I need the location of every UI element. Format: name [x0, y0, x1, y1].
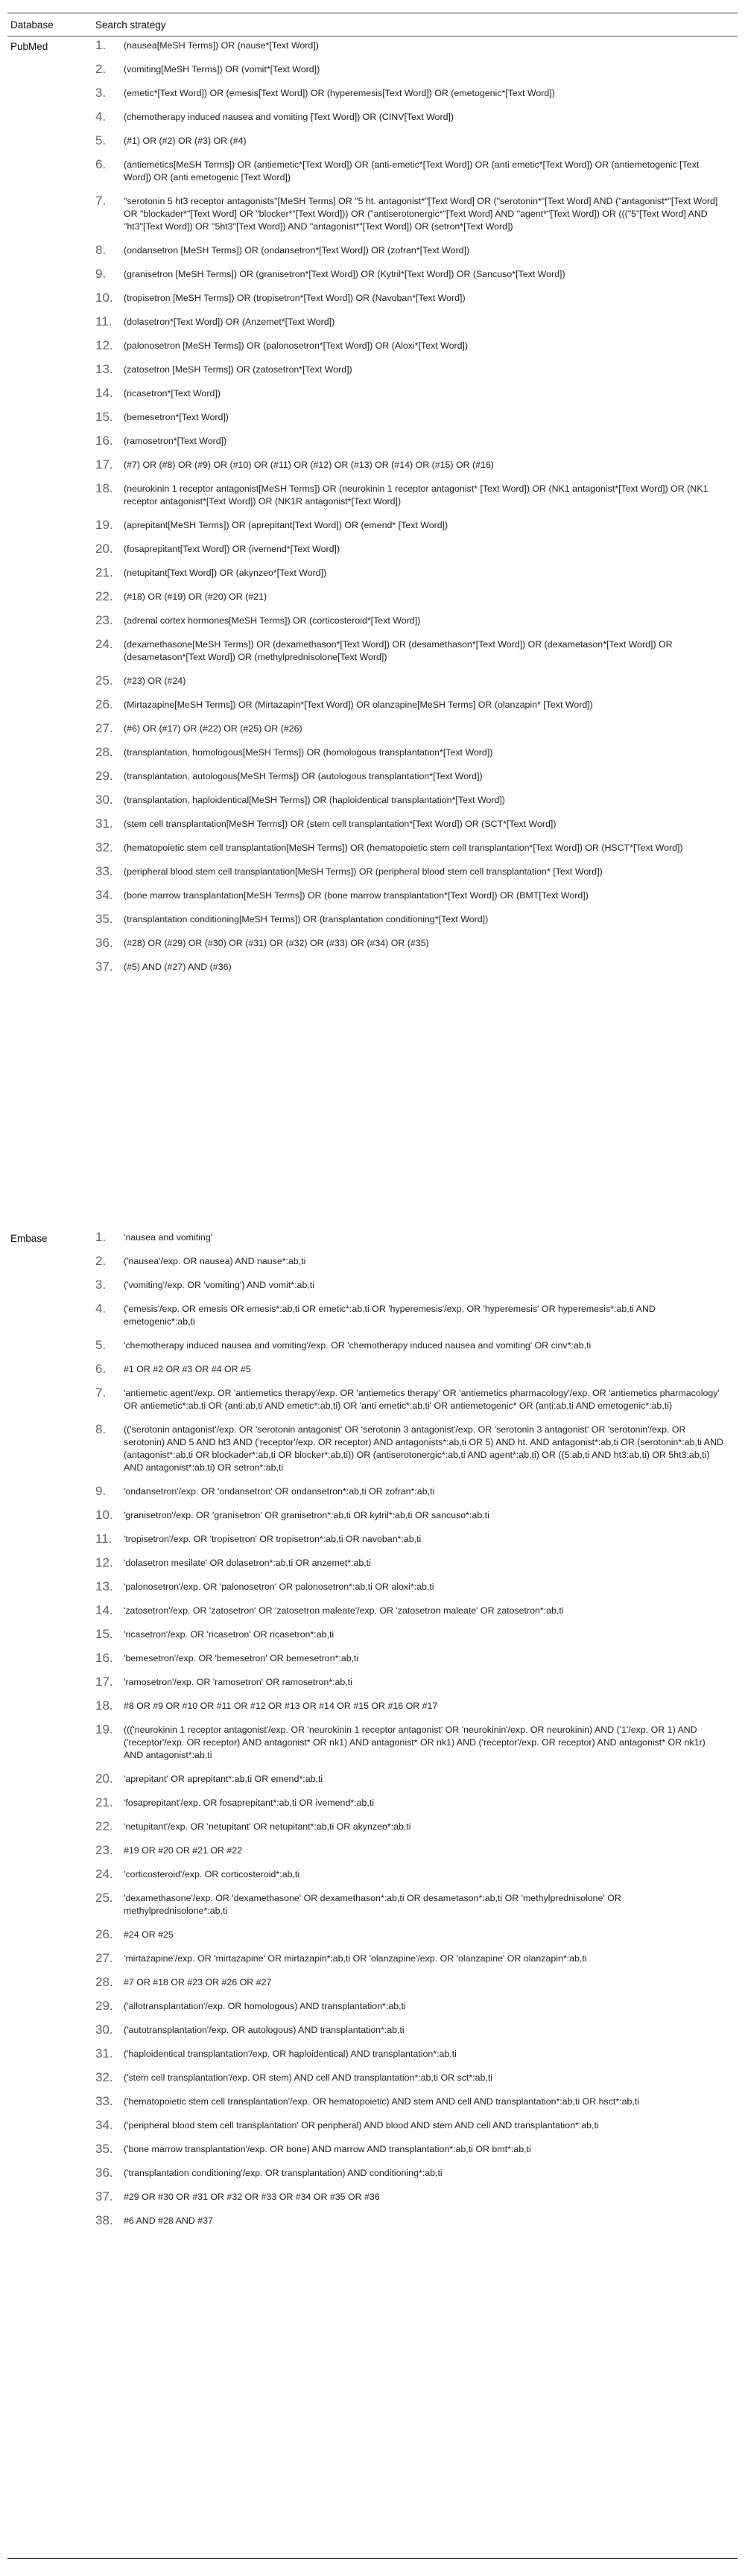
search-line — [95, 434, 725, 448]
search-line — [95, 1675, 725, 1689]
search-query: 'nausea and vomiting' — [124, 1232, 213, 1243]
line-number: 11. — [95, 314, 112, 329]
search-line — [95, 2071, 725, 2084]
search-query: (peripheral blood stem cell transplantation[MeSH Terms]) OR (peripheral blood stem cell transplantation* [Text Word]) — [124, 866, 603, 877]
search-query: #24 OR #25 — [124, 1929, 174, 1940]
line-number: 25. — [95, 673, 113, 688]
search-query: (netupitant[Text Word]) OR (akynzeo*[Text Word]) — [124, 568, 327, 578]
search-line — [95, 793, 725, 807]
search-line — [95, 638, 725, 664]
search-line — [95, 1844, 725, 1857]
search-query: 'ondansetron'/exp. OR 'ondansetron' OR ondansetron*:ab,ti OR zofran*:ab,ti — [124, 1486, 435, 1497]
search-query: (#18) OR (#19) OR (#20) OR (#21) — [124, 591, 267, 602]
line-number: 2. — [95, 62, 107, 76]
search-line — [95, 936, 725, 950]
table-header — [7, 13, 738, 37]
search-query: (dolasetron*[Text Word]) OR (Anzemet*[Text Word]) — [124, 317, 335, 327]
search-query: 'fosaprepitant'/exp. OR fosaprepitant*:ab,ti OR ivemend*:ab,ti — [124, 1798, 375, 1808]
search-line — [95, 889, 725, 902]
search-line — [95, 674, 725, 688]
search-query: ('emesis'/exp. OR emesis OR emesis*:ab,ti OR emetic*:ab,ti OR 'hyperemesis'/exp. OR 'hyperemesis' OR hyperemesis*:ab,ti AND emetogenic*:ab,ti — [124, 1304, 656, 1327]
line-number: 17. — [95, 457, 113, 472]
line-number: 9. — [95, 267, 107, 281]
search-query: ('bone marrow transplantation'/exp. OR bone) AND marrow AND transplantation*:ab,ti OR bmt*:ab,ti — [124, 2144, 531, 2154]
search-line — [95, 1928, 725, 1941]
line-number: 21. — [95, 1795, 113, 1809]
search-line — [95, 770, 725, 783]
search-query: (adrenal cortex hormones[MeSH Terms]) OR (corticosteroid*[Text Word]) — [124, 615, 421, 626]
search-query: (transplantation, autologous[MeSH Terms]) OR (autologous transplantation*[Text Word]) — [124, 771, 483, 781]
search-query: (granisetron [MeSH Terms]) OR (granisetron*[Text Word]) OR (Kytril*[Text Word]) OR (Sancuso*[Text Word]) — [124, 269, 565, 279]
search-line — [95, 1772, 725, 1786]
line-number: 6. — [95, 1362, 107, 1376]
search-line — [95, 39, 725, 52]
line-number: 4. — [95, 110, 107, 124]
line-number: 3. — [95, 1278, 107, 1292]
search-line — [95, 1386, 725, 1412]
line-number: 14. — [95, 1603, 113, 1617]
line-number: 34. — [95, 2118, 113, 2132]
search-line — [95, 363, 725, 376]
search-query: 'zatosetron'/exp. OR 'zatosetron' OR 'zatosetron maleate'/exp. OR 'zatosetron maleate' OR zatosetron*:ab,ti — [124, 1605, 564, 1616]
line-number: 36. — [95, 936, 113, 950]
search-query: (#6) OR (#17) OR (#22) OR (#25) OR (#26) — [124, 723, 302, 734]
line-number: 36. — [95, 2166, 113, 2180]
search-query: (antiemetics[MeSH Terms]) OR (antiemetic*[Text Word]) OR (anti-emetic*[Text Word]) OR (anti emetic*[Text Word]) OR (antiemetogenic [Text Word]) OR (anti emetogenic [Text Word]) — [124, 159, 700, 183]
search-line — [95, 2166, 725, 2180]
line-number: 32. — [95, 2070, 113, 2084]
search-query: ('transplantation conditioning'/exp. OR transplantation) AND conditioning*:ab,ti — [124, 2168, 443, 2178]
search-line — [95, 1999, 725, 2013]
search-query: (#7) OR (#8) OR (#9) OR (#10) OR (#11) OR (#12) OR (#13) OR (#14) OR (#15) OR (#16) — [124, 460, 494, 470]
search-query: 'dexamethasone'/exp. OR 'dexamethasone' OR dexamethason*:ab,ti OR desametason*:ab,ti OR 'methylprednisolone' OR methylprednisolone*:ab,ti — [124, 1893, 621, 1916]
search-query: (zatosetron [MeSH Terms]) OR (zatosetron*[Text Word]) — [124, 364, 352, 375]
search-line — [95, 291, 725, 305]
line-number: 28. — [95, 1975, 113, 1989]
search-line — [95, 1423, 725, 1474]
search-query: (bemesetron*[Text Word]) — [124, 412, 229, 422]
search-line — [95, 2190, 725, 2204]
search-line — [95, 1796, 725, 1809]
search-query: ('peripheral blood stem cell transplantation' OR peripheral) AND blood AND stem AND cell AND transplantation*:ab,ti — [124, 2120, 599, 2131]
search-query: (dexamethasone[MeSH Terms]) OR (dexamethason*[Text Word]) OR (desamethason*[Text Word]) OR (dexametason*[Text Word]) OR (desametason*[Text Word]) OR (methylprednisolone[Text Word]) — [124, 639, 673, 662]
search-query: 'tropisetron'/exp. OR 'tropisetron' OR tropisetron*:ab,ti OR navoban*:ab,ti — [124, 1534, 422, 1544]
search-query: (#1) OR (#2) OR (#3) OR (#4) — [124, 136, 247, 146]
line-number: 18. — [95, 1698, 113, 1713]
search-query: ('vomiting'/exp. OR 'vomiting') AND vomit*:ab,ti — [124, 1280, 314, 1290]
search-query: #19 OR #20 OR #21 OR #22 — [124, 1845, 243, 1856]
line-number: 17. — [95, 1675, 113, 1689]
line-number: 28. — [95, 745, 113, 759]
search-line — [95, 2047, 725, 2061]
line-number: 37. — [95, 2189, 113, 2204]
search-query: 'chemotherapy induced nausea and vomiting'/exp. OR 'chemotherapy induced nausea and vomiting' OR cinv*:ab,ti — [124, 1340, 592, 1351]
line-number: 27. — [95, 721, 113, 735]
search-line — [95, 1339, 725, 1352]
search-line — [95, 865, 725, 878]
search-query: (palonosetron [MeSH Terms]) OR (palonosetron*[Text Word]) OR (Aloxi*[Text Word]) — [124, 340, 469, 351]
search-query: (#28) OR (#29) OR (#30) OR (#31) OR (#32) OR (#33) OR (#34) OR (#35) — [124, 938, 429, 948]
line-number: 30. — [95, 793, 113, 807]
line-number: 31. — [95, 816, 113, 831]
search-query: (tropisetron [MeSH Terms]) OR (tropisetron*[Text Word]) OR (Navoban*[Text Word]) — [124, 293, 466, 303]
search-line — [95, 566, 725, 580]
search-line — [95, 2119, 725, 2132]
search-query: 'antiemetic agent'/exp. OR 'antiemetics therapy'/exp. OR 'antiemetics therapy' OR 'antiemetics pharmacology'/exp. OR 'antiemetics pharmacology' OR antiemetic*:ab,ti OR (anti:ab,ti AND emetic*:ab,ti) OR 'anti emetic*:ab,ti' OR antiemetogenic* OR (anti:ab,ti AND emetogenic*:ab,ti) — [124, 1388, 720, 1411]
search-line — [95, 1580, 725, 1593]
search-line — [95, 1254, 725, 1268]
line-number: 4. — [95, 1301, 107, 1316]
search-line — [95, 1485, 725, 1498]
search-query: (neurokinin 1 receptor antagonist[MeSH Terms]) OR (neurokinin 1 receptor antagonist* [Text Word]) OR (NK1 antagonist*[Text Word]) OR (NK1 receptor antagonist*[Text Word]) OR (NK1R antagonist*[Text Word]) — [124, 483, 708, 507]
search-line — [95, 1532, 725, 1546]
line-number: 33. — [95, 864, 113, 878]
line-number: 37. — [95, 959, 113, 974]
search-query: #7 OR #18 OR #23 OR #26 OR #27 — [124, 1977, 272, 1987]
search-query: #6 AND #28 AND #37 — [124, 2215, 213, 2226]
line-number: 19. — [95, 1722, 113, 1736]
search-line — [95, 86, 725, 100]
search-line — [95, 194, 725, 233]
line-number: 29. — [95, 769, 113, 783]
line-number: 7. — [95, 1386, 107, 1400]
search-line — [95, 1868, 725, 1881]
line-number: 38. — [95, 2213, 113, 2227]
search-line — [95, 244, 725, 257]
database-label-pubmed: PubMed — [10, 41, 48, 52]
search-query: 'corticosteroid'/exp. OR corticosteroid*:ab,ti — [124, 1869, 300, 1879]
line-number: 15. — [95, 410, 113, 424]
search-query: (fosaprepitant[Text Word]) OR (ivemend*[Text Word]) — [124, 544, 340, 554]
search-query: (transplantation, homologous[MeSH Terms]) OR (homologous transplantation*[Text Word]) — [124, 747, 493, 758]
line-number: 24. — [95, 637, 113, 651]
line-number: 30. — [95, 2023, 113, 2037]
table-bottom-rule — [7, 2558, 738, 2559]
search-line — [95, 134, 725, 147]
search-query: ('hematopoietic stem cell transplantation'/exp. OR hematopoietic) AND stem AND cell AND transplantation*:ab,ti OR hsct*:ab,ti — [124, 2096, 640, 2107]
search-query: #8 OR #9 OR #10 OR #11 OR #12 OR #13 OR #14 OR #15 OR #16 OR #17 — [124, 1701, 438, 1711]
search-query: ('nausea'/exp. OR nausea) AND nause*:ab,ti — [124, 1256, 306, 1266]
search-query: (transplantation, haploidentical[MeSH Terms]) OR (haploidentical transplantation*[Text Word]) — [124, 795, 505, 805]
search-query: (aprepitant[MeSH Terms]) OR (aprepitant[Text Word]) OR (emend* [Text Word]) — [124, 520, 448, 530]
search-line — [95, 1556, 725, 1570]
search-line — [95, 1891, 725, 1917]
search-line — [95, 1509, 725, 1522]
pubmed-search-list — [95, 39, 725, 984]
search-query: 'bemesetron'/exp. OR 'bemesetron' OR bemesetron*:ab,ti — [124, 1653, 359, 1663]
search-line — [95, 590, 725, 603]
line-number: 16. — [95, 434, 113, 448]
search-line — [95, 458, 725, 472]
line-number: 10. — [95, 1508, 113, 1522]
line-number: 14. — [95, 386, 113, 400]
line-number: 10. — [95, 291, 113, 305]
line-number: 31. — [95, 2046, 113, 2061]
search-query: (hematopoietic stem cell transplantation[MeSH Terms]) OR (hematopoietic stem cell transplantation*[Text Word]) OR (HSCT*[Text Word]) — [124, 843, 683, 853]
search-strategy-column-header: Search strategy — [95, 19, 166, 31]
database-label-embase: Embase — [10, 1233, 48, 1244]
line-number: 26. — [95, 697, 113, 711]
search-line — [95, 1723, 725, 1762]
search-query: (ricasetron*[Text Word]) — [124, 388, 221, 399]
search-query: ('allotransplantation'/exp. OR homologous) AND transplantation*:ab,ti — [124, 2001, 406, 2011]
line-number: 27. — [95, 1951, 113, 1965]
search-line — [95, 698, 725, 711]
search-query: 'ricasetron'/exp. OR 'ricasetron' OR ricasetron*:ab,ti — [124, 1629, 335, 1640]
line-number: 11. — [95, 1532, 112, 1546]
search-query: (#23) OR (#24) — [124, 676, 186, 686]
search-query: ('autotransplantation'/exp. OR autologous) AND transplantation*:ab,ti — [124, 2025, 405, 2035]
search-line — [95, 1278, 725, 1292]
search-line — [95, 2023, 725, 2037]
search-query: (vomiting[MeSH Terms]) OR (vomit*[Text Word]) — [124, 64, 320, 74]
search-line — [95, 722, 725, 735]
search-query: 'aprepitant' OR aprepitant*:ab,ti OR emend*:ab,ti — [124, 1774, 323, 1784]
search-query: (nausea[MeSH Terms]) OR (nause*[Text Word]) — [124, 40, 319, 51]
search-query: ((('neurokinin 1 receptor antagonist'/exp. OR 'neurokinin 1 receptor antagonist' OR 'neurokinin'/exp. OR neurokinin) AND ('1'/exp. OR 1) AND ('receptor'/exp. OR receptor) AND antagonist* OR nk1) AND antagonist* OR nk1) AND ('receptor'/exp. OR receptor) AND antagonist* OR nk1r) AND antagonist*:ab,ti — [124, 1725, 706, 1760]
line-number: 32. — [95, 840, 113, 854]
line-number: 18. — [95, 481, 113, 495]
search-line — [95, 746, 725, 759]
line-number: 22. — [95, 589, 113, 603]
line-number: 5. — [95, 133, 107, 147]
line-number: 20. — [95, 1771, 113, 1786]
line-number: 34. — [95, 888, 113, 902]
search-line — [95, 817, 725, 831]
line-number: 22. — [95, 1819, 113, 1833]
line-number: 1. — [95, 1230, 107, 1244]
search-query: (chemotherapy induced nausea and vomiting [Text Word]) OR (CINV[Text Word]) — [124, 112, 454, 122]
line-number: 12. — [95, 1555, 113, 1570]
search-query: ('haploidentical transplantation'/exp. OR haploidentical) AND transplantation*:ab,ti — [124, 2049, 457, 2059]
line-number: 15. — [95, 1627, 113, 1641]
line-number: 8. — [95, 243, 107, 257]
line-number: 1. — [95, 38, 107, 52]
search-line — [95, 1976, 725, 1989]
line-number: 24. — [95, 1867, 113, 1881]
search-line — [95, 110, 725, 124]
search-query: (ramosetron*[Text Word]) — [124, 436, 227, 446]
line-number: 29. — [95, 1999, 113, 2013]
search-line — [95, 482, 725, 508]
line-number: 19. — [95, 518, 113, 532]
line-number: 7. — [95, 194, 107, 208]
line-number: 13. — [95, 362, 113, 376]
search-query: 'netupitant'/exp. OR 'netupitant' OR netupitant*:ab,ti OR akynzeo*:ab,ti — [124, 1821, 411, 1832]
search-line — [95, 63, 725, 76]
search-query: 'palonosetron'/exp. OR 'palonosetron' OR palonosetron*:ab,ti OR aloxi*:ab,ti — [124, 1582, 434, 1592]
line-number: 8. — [95, 1422, 107, 1436]
search-line — [95, 2214, 725, 2227]
line-number: 5. — [95, 1338, 107, 1352]
line-number: 33. — [95, 2094, 113, 2108]
line-number: 35. — [95, 2142, 113, 2156]
search-query: (#5) AND (#27) AND (#36) — [124, 962, 232, 972]
search-query: 'mirtazapine'/exp. OR 'mirtazapine' OR mirtazapin*:ab,ti OR 'olanzapine'/exp. OR 'olanzapine' OR olanzapin*:ab,ti — [124, 1953, 587, 1964]
search-line — [95, 1820, 725, 1833]
line-number: 25. — [95, 1891, 113, 1905]
search-line — [95, 913, 725, 926]
search-query: "serotonin 5 ht3 receptor antagonists"[MeSH Terms] OR "5 ht. antagonist*"[Text Word] OR ("serotonin*"[Text Word] AND ("antagonist*"[Text Word] OR "blockader*"[Text Word] OR "blocker*"[Text Word])) OR ("antiserotonergic*"[Text Word] AND "agent*"[Text Word]) OR ((("5"[Text Word] AND "ht3"[Text Word]) OR "5ht3"[Text Word]) AND "antagonist*"[Text Word]) OR (setron*[Text Word]) — [124, 196, 718, 232]
line-number: 12. — [95, 338, 113, 352]
line-number: 9. — [95, 1484, 107, 1498]
line-number: 6. — [95, 157, 107, 171]
search-line — [95, 960, 725, 974]
line-number: 20. — [95, 542, 113, 556]
search-line — [95, 158, 725, 184]
search-line — [95, 410, 725, 424]
line-number: 35. — [95, 912, 113, 926]
search-line — [95, 339, 725, 352]
search-line — [95, 1604, 725, 1617]
search-query: #29 OR #30 OR #31 OR #32 OR #33 OR #34 OR #35 OR #36 — [124, 2192, 380, 2202]
search-query: (('serotonin antagonist'/exp. OR 'serotonin antagonist' OR 'serotonin 3 antagonist'/exp. OR 'serotonin 3 antagonist' OR 'serotonin'/exp. OR serotonin) AND 5 AND ht3 AND ('receptor'/exp. OR receptor) AND antagonists*:ab,ti OR 5) AND ht. AND antagonist*:ab,ti OR (serotonin*:ab,ti AND (antagonist*:ab,ti OR blockader*:ab,ti OR blocker*:ab,ti)) OR (antiserotonergic*:ab,ti AND agent*:ab,ti) OR ((5:ab,ti AND ht3:ab,ti) OR 5ht3:ab,ti) AND antagonist*:ab,ti) OR setron*:ab,ti — [124, 1424, 723, 1473]
search-line — [95, 267, 725, 281]
search-query: #1 OR #2 OR #3 OR #4 OR #5 — [124, 1364, 251, 1374]
search-line — [95, 1231, 725, 1244]
search-line — [95, 1699, 725, 1713]
search-line — [95, 315, 725, 329]
search-line — [95, 518, 725, 532]
line-number: 26. — [95, 1927, 113, 1941]
search-line — [95, 1952, 725, 1965]
search-line — [95, 387, 725, 400]
database-column-header: Database — [10, 19, 54, 31]
line-number: 3. — [95, 86, 107, 100]
line-number: 23. — [95, 613, 113, 627]
search-line — [95, 841, 725, 854]
line-number: 2. — [95, 1254, 107, 1268]
search-line — [95, 542, 725, 556]
search-query: (ondansetron [MeSH Terms]) OR (ondansetron*[Text Word]) OR (zofran*[Text Word]) — [124, 245, 470, 256]
search-query: (emetic*[Text Word]) OR (emesis[Text Word]) OR (hyperemesis[Text Word]) OR (emetogenic*[Text Word]) — [124, 88, 555, 98]
line-number: 21. — [95, 565, 113, 580]
search-query: ('stem cell transplantation'/exp. OR stem) AND cell AND transplantation*:ab,ti OR sct*:ab,ti — [124, 2072, 493, 2083]
search-query: (stem cell transplantation[MeSH Terms]) OR (stem cell transplantation*[Text Word]) OR (SCT*[Text Word]) — [124, 819, 557, 829]
line-number: 16. — [95, 1651, 113, 1665]
search-line — [95, 1302, 725, 1328]
search-line — [95, 2095, 725, 2108]
search-line — [95, 1362, 725, 1376]
search-line — [95, 614, 725, 627]
search-query: (bone marrow transplantation[MeSH Terms]) OR (bone marrow transplantation*[Text Word]) OR (BMT[Text Word]) — [124, 890, 589, 901]
search-query: (Mirtazapine[MeSH Terms]) OR (Mirtazapin*[Text Word]) OR olanzapine[MeSH Terms] OR (olanzapin* [Text Word]) — [124, 699, 593, 710]
search-line — [95, 2142, 725, 2156]
embase-search-list — [95, 1231, 725, 2238]
line-number: 23. — [95, 1843, 113, 1857]
search-query: (transplantation conditioning[MeSH Terms]) OR (transplantation conditioning*[Text Word]) — [124, 914, 489, 924]
search-query: 'ramosetron'/exp. OR 'ramosetron' OR ramosetron*:ab,ti — [124, 1677, 352, 1687]
line-number: 13. — [95, 1579, 113, 1593]
search-query: 'granisetron'/exp. OR 'granisetron' OR granisetron*:ab,ti OR kytril*:ab,ti OR sancuso*:ab,ti — [124, 1510, 489, 1520]
search-line — [95, 1628, 725, 1641]
search-line — [95, 1652, 725, 1665]
search-query: 'dolasetron mesilate' OR dolasetron*:ab,ti OR anzemet*:ab,ti — [124, 1558, 371, 1568]
